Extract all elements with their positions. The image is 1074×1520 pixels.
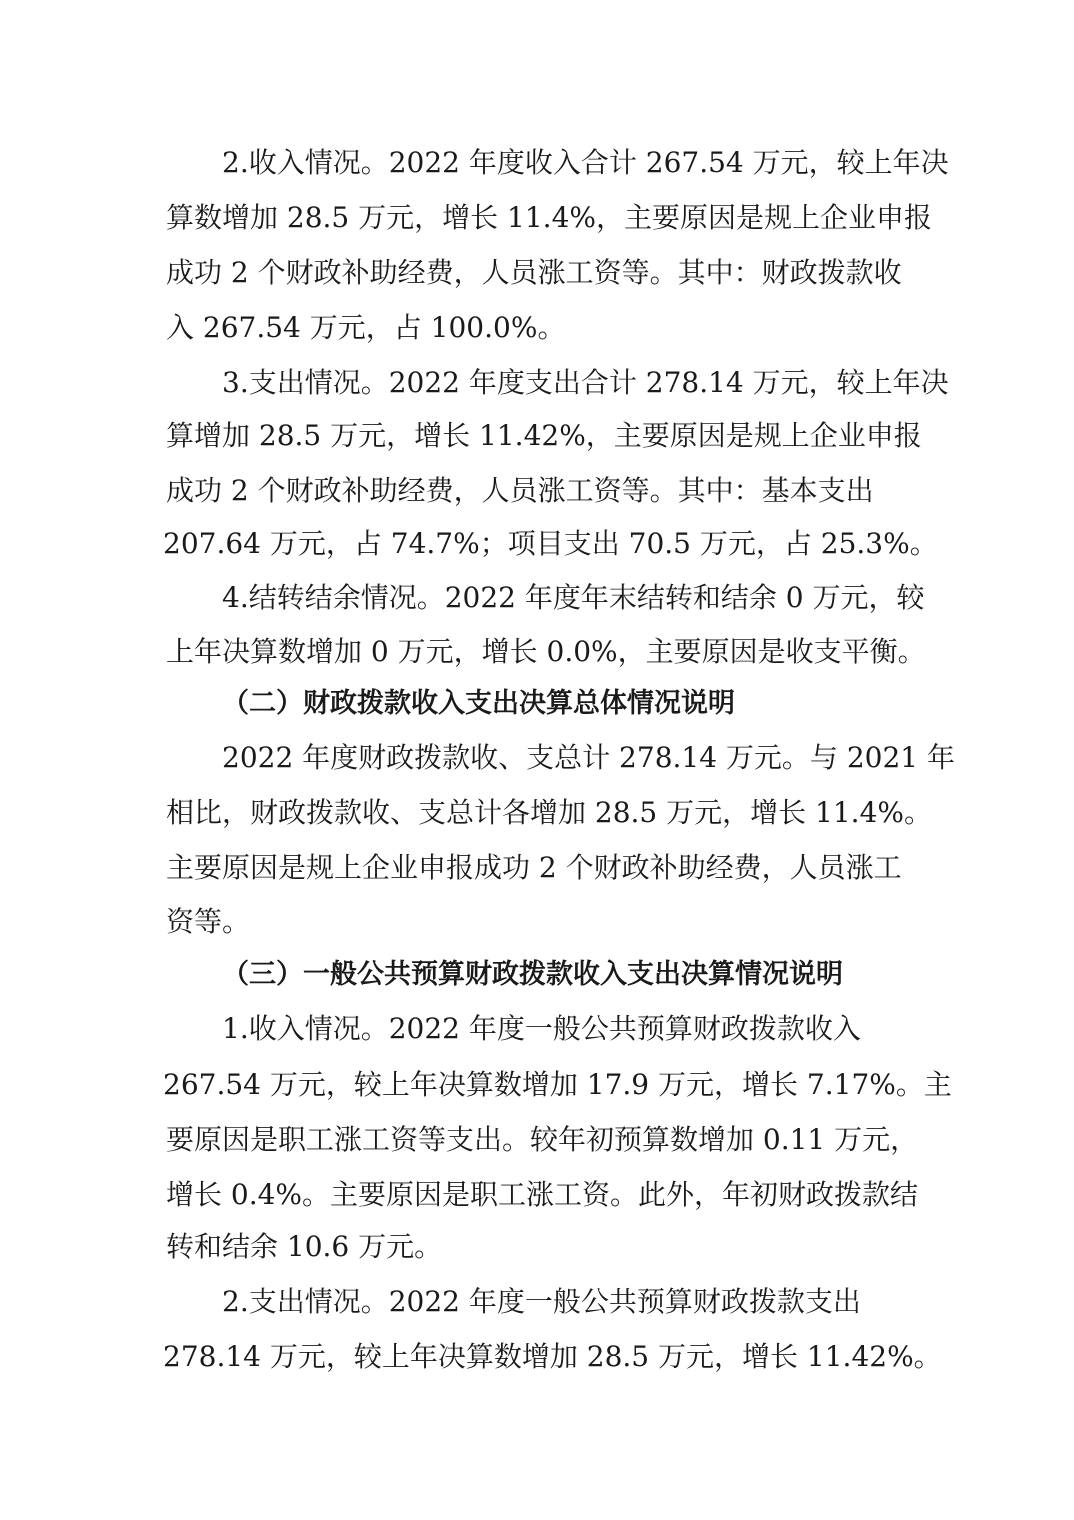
- paragraph-expenditure-line-3: 成功 2 个财政补助经费，人员涨工资等。其中：基本支出: [166, 474, 874, 507]
- paragraph-public-expenditure-line-2: 278.14 万元，较上年决算数增加 28.5 万元，增长 11.42%。: [163, 1340, 942, 1373]
- paragraph-fiscal-total-line-3: 主要原因是规上企业申报成功 2 个财政补助经费，人员涨工: [166, 851, 902, 884]
- paragraph-expenditure-line-4: 207.64 万元，占 74.7%；项目支出 70.5 万元，占 25.3%。: [163, 527, 938, 560]
- paragraph-public-expenditure-line-1: 2.支出情况。2022 年度一般公共预算财政拨款支出: [222, 1285, 861, 1318]
- paragraph-income-line-4: 入 267.54 万元，占 100.0%。: [166, 311, 566, 344]
- paragraph-public-income-line-4: 增长 0.4%。主要原因是职工涨工资。此外，年初财政拨款结: [166, 1178, 919, 1211]
- paragraph-public-income-line-5: 转和结余 10.6 万元。: [166, 1230, 443, 1263]
- paragraph-fiscal-total-line-2: 相比，财政拨款收、支总计各增加 28.5 万元，增长 11.4%。: [166, 796, 932, 829]
- paragraph-expenditure-line-1: 3.支出情况。2022 年度支出合计 278.14 万元，较上年决: [222, 366, 949, 399]
- paragraph-income-line-1: 2.收入情况。2022 年度收入合计 267.54 万元，较上年决: [222, 146, 949, 179]
- paragraph-income-line-2: 算数增加 28.5 万元，增长 11.4%，主要原因是规上企业申报: [166, 201, 932, 234]
- paragraph-public-income-line-3: 要原因是职工涨工资等支出。较年初预算数增加 0.11 万元，: [166, 1123, 919, 1156]
- section-heading-2: （二）财政拨款收入支出决算总体情况说明: [222, 688, 735, 719]
- paragraph-public-income-line-1: 1.收入情况。2022 年度一般公共预算财政拨款收入: [222, 1012, 861, 1045]
- paragraph-income-line-3: 成功 2 个财政补助经费，人员涨工资等。其中：财政拨款收: [166, 256, 902, 289]
- paragraph-balance-line-1: 4.结转结余情况。2022 年度年末结转和结余 0 万元，较: [222, 581, 925, 614]
- section-heading-3: （三）一般公共预算财政拨款收入支出决算情况说明: [222, 959, 843, 990]
- paragraph-public-income-line-2: 267.54 万元，较上年决算数增加 17.9 万元，增长 7.17%。主: [163, 1068, 952, 1101]
- paragraph-expenditure-line-2: 算增加 28.5 万元，增长 11.42%，主要原因是规上企业申报: [166, 419, 922, 452]
- paragraph-fiscal-total-line-4: 资等。: [166, 905, 251, 938]
- paragraph-fiscal-total-line-1: 2022 年度财政拨款收、支总计 278.14 万元。与 2021 年: [222, 741, 955, 774]
- paragraph-balance-line-2: 上年决算数增加 0 万元，增长 0.0%，主要原因是收支平衡。: [166, 635, 926, 668]
